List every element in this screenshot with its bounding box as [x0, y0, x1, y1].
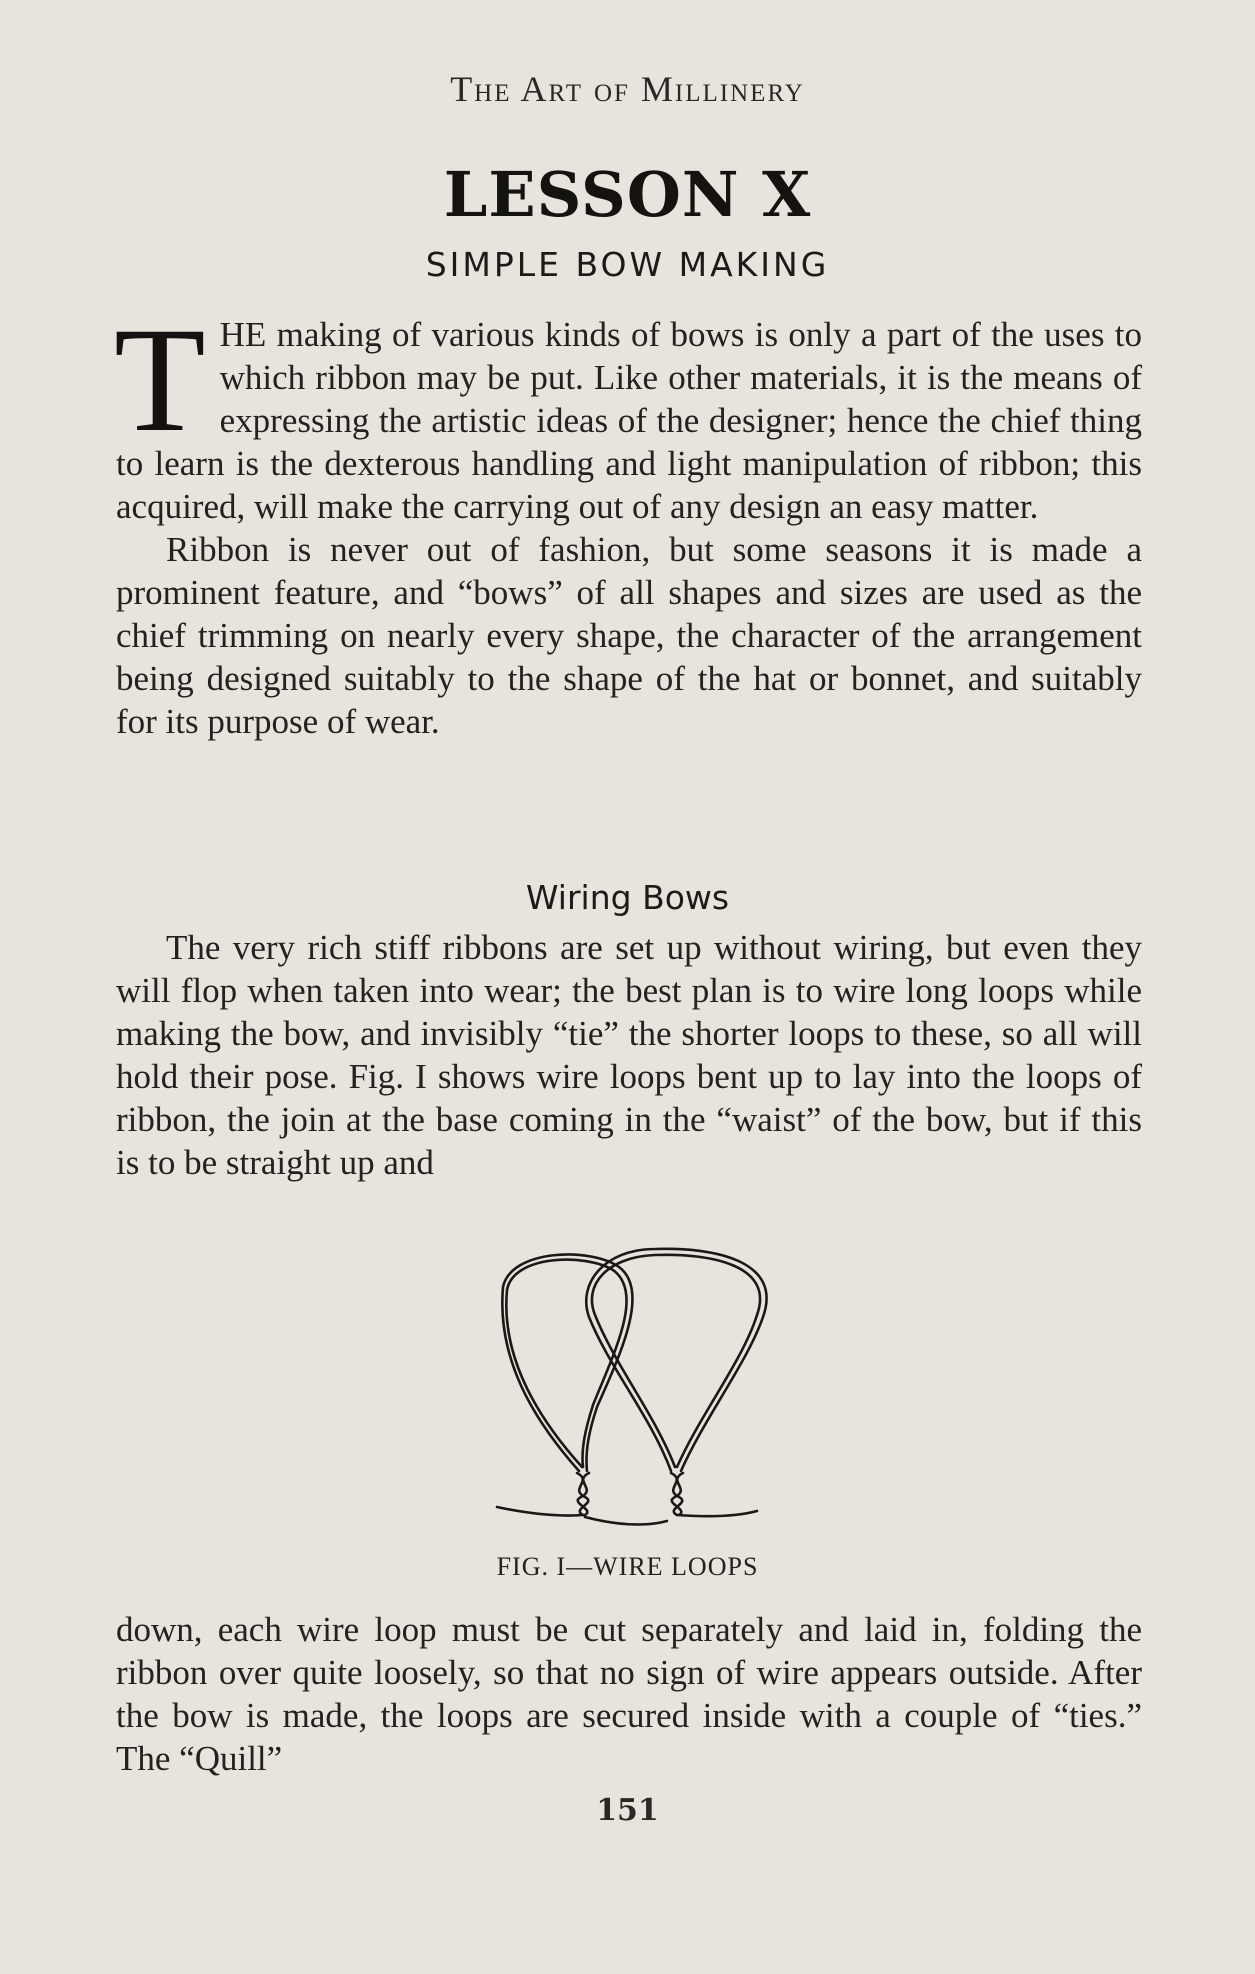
drop-cap: T — [114, 297, 206, 463]
intro-paragraph-1-text: HE making of various kinds of bows is only a part of the uses to which ribbon may be put. Like other materials, it is the means of expressing the artistic ideas of the designer; hence the chief thing to learn is the dexterous handling and light manipulation of ribbon; this acquired, will make the carrying out of any design an easy matter. — [116, 315, 1142, 526]
section-paragraph-1: The very rich stiff ribbons are set up without wiring, but even they will flop when taken into wear; the best plan is to wire long loops while making the bow, and invisibly “tie” the shorter loops to these, so all will hold their pose. Fig. I shows wire loops bent up to lay into the loops of ribbon, the join at the base coming in the “waist” of the bow, but if this is to be straight up and — [116, 928, 1142, 1182]
continued-text — [116, 1608, 1142, 1780]
wire-loops-illustration — [495, 1245, 775, 1535]
section-text — [116, 926, 1142, 1184]
running-head: The Art of Millinery — [450, 69, 805, 109]
wire-loops-drawing — [495, 1245, 775, 1535]
intro-paragraph-1 — [114, 297, 1142, 528]
lesson-subtitle: SIMPLE BOW MAKING — [425, 245, 830, 284]
page-number: 151 — [596, 1793, 659, 1828]
figure-caption: FIG. I—WIRE LOOPS — [496, 1552, 759, 1581]
section-heading: Wiring Bows — [525, 878, 730, 917]
intro-text — [114, 297, 1142, 743]
lesson-title: LESSON X — [443, 158, 812, 231]
section-paragraph-2: down, each wire loop must be cut separately and laid in, folding the ribbon over quite loosely, so that no sign of wire appears outside. After the bow is made, the loops are secured inside with a couple of “ties.” The “Quill” — [116, 1610, 1142, 1778]
intro-paragraph-2: Ribbon is never out of fashion, but some seasons it is made a prominent feature, and “bows” of all shapes and sizes are used as the chief trimming on nearly every shape, the character of the arrangement being designed suitably to the shape of the hat or bonnet, and suitably for its purpose of wear. — [116, 530, 1142, 741]
